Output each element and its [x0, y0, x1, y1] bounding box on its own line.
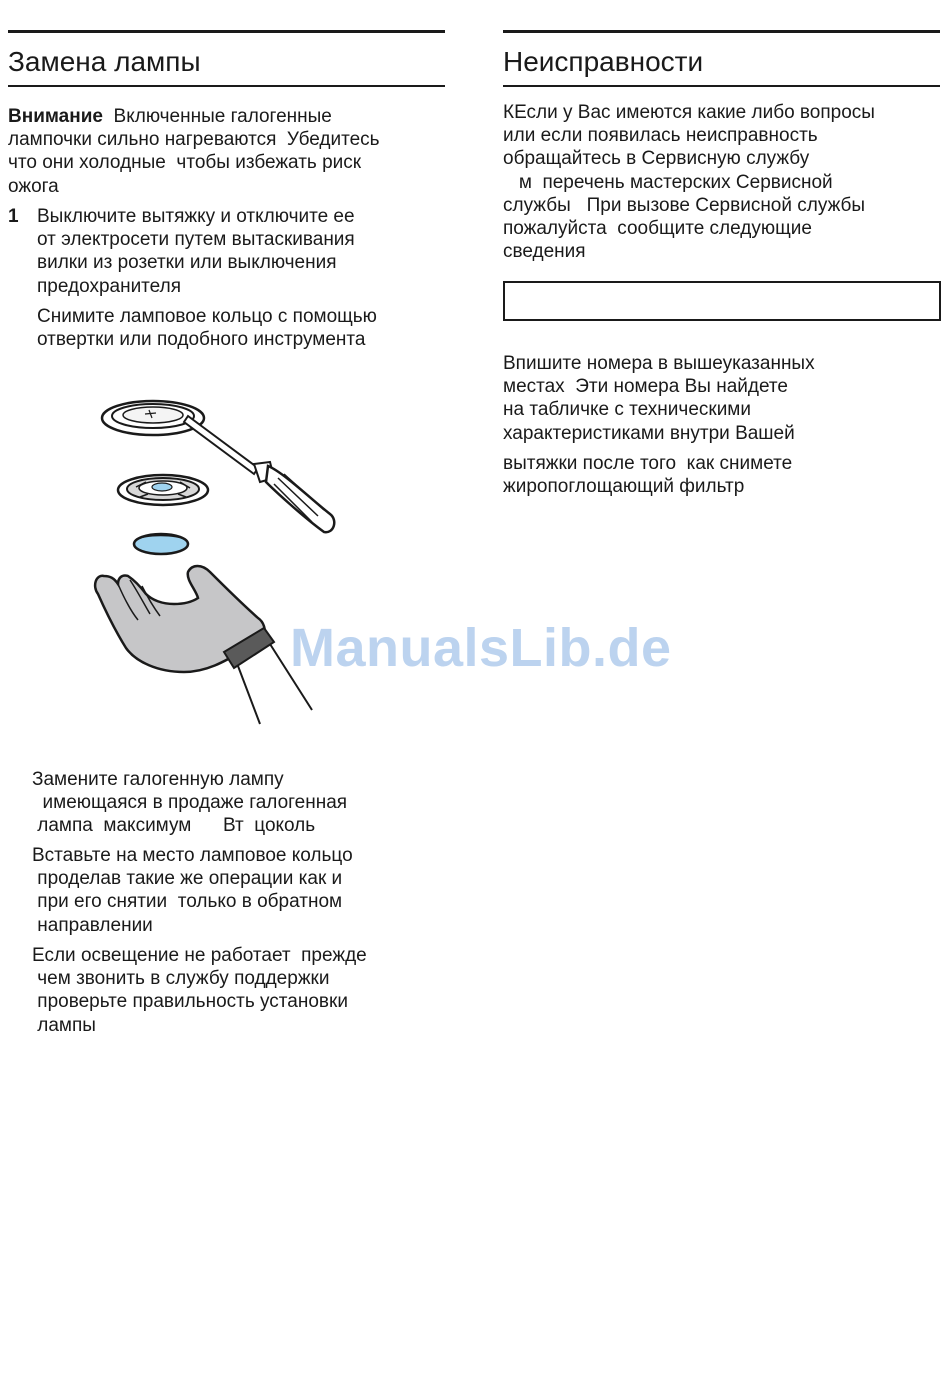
section-title-lamp-replacement: Замена лампы: [8, 46, 201, 77]
note-paragraph-continued: вытяжки после того как снимете жиропоглощающий фильтр: [503, 453, 793, 498]
note-paragraph: Впишите номера в вышеуказанных местах Эти номера Вы найдете на табличке с техническими характеристиками внутри Вашей: [503, 353, 815, 444]
step-5-text: Если освещение не работает прежде чем звонить в службу поддержки проверьте правильность установки лампы: [32, 945, 367, 1036]
left-top-rule: [8, 30, 445, 33]
step-1-text: Выключите вытяжку и отключите ее от электросети путем вытаскивания вилки из розетки или выключения предохранителя: [37, 206, 355, 297]
warning-paragraph: [8, 105, 380, 198]
service-intro-paragraph: КЕсли у Вас имеются какие либо вопросы или если появилась неисправность обращайтесь в Сервисную службу м перечень мастерских Сервисной службы При вызове Сервисной службы пожалуйста сообщите следующие сведения: [503, 102, 875, 263]
warning-line: что они холодные чтобы избежать риск: [8, 152, 362, 174]
gloved-hand-icon: [95, 566, 312, 724]
warning-label: Внимание: [8, 106, 103, 127]
model-number-entry-box: [503, 281, 941, 321]
halogen-lamp-icon: [134, 534, 188, 554]
warning-line: Включенные галогенные: [102, 106, 332, 127]
lamp-ring-removal-illustration: [88, 390, 348, 730]
step-4-text: Вставьте на место ламповое кольцо проделав такие же операции как и при его снятии только в обратном направлении: [32, 845, 353, 936]
screwdriver-icon: [184, 416, 334, 532]
right-title-rule: [503, 85, 940, 87]
watermark: ManualsLib.de: [290, 618, 672, 678]
lamp-holder-ring-icon: [118, 475, 208, 505]
warning-line: лампочки сильно нагреваются Убедитесь: [8, 129, 380, 151]
warning-line: ожога: [8, 175, 59, 197]
left-title-rule: [8, 85, 445, 87]
step-3-text: Замените галогенную лампу имеющаяся в продаже галогенная лампа максимум Вт цоколь: [32, 769, 348, 837]
step-2-text: Снимите ламповое кольцо с помощью отвертки или подобного инструмента: [37, 306, 377, 351]
step-number: 1: [8, 206, 19, 227]
section-title-troubleshooting: Неисправности: [503, 46, 704, 77]
right-top-rule: [503, 30, 940, 33]
